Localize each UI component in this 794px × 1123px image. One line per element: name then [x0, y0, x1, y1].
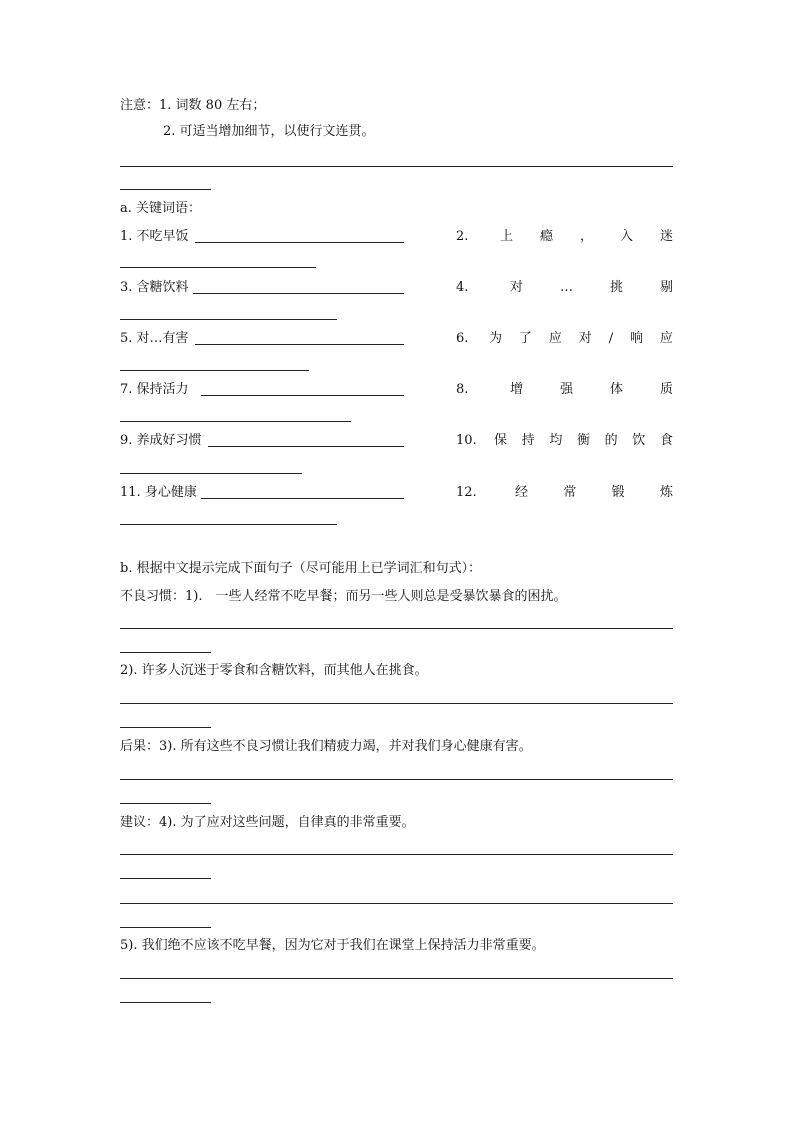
keyword-7 — [120, 382, 189, 398]
keyword-text: 身心健康 — [144, 485, 197, 500]
answer-line-short[interactable] — [120, 727, 211, 728]
answer-line[interactable] — [120, 628, 673, 629]
keyword-blank-1[interactable] — [195, 242, 404, 243]
keyword-num: 1. — [120, 229, 133, 244]
keyword-num-4: 4. — [456, 280, 469, 295]
keyword-6: 为 了 应 对 / 响 应 — [489, 331, 673, 346]
keyword-5 — [120, 331, 189, 347]
answer-line-short[interactable] — [120, 803, 211, 804]
keyword-num: 9. — [120, 433, 133, 448]
keyword-8: 增 强 体 质 — [510, 382, 673, 397]
keyword-3 — [120, 280, 189, 296]
keyword-text: 对…有害 — [136, 331, 189, 346]
keyword-num-12: 12. — [456, 485, 477, 500]
answer-line-short[interactable] — [120, 652, 211, 653]
keyword-num-2: 2. — [456, 229, 469, 244]
keyword-num: 3. — [120, 280, 133, 295]
answer-line[interactable] — [120, 978, 673, 979]
keyword-blank-11[interactable] — [201, 498, 404, 499]
keyword-blank-12[interactable] — [120, 524, 337, 525]
sentence-1: 不良习惯：1). 一些人经常不吃早餐；而另一些人则总是受暴饮暴食的困扰。 — [120, 589, 567, 604]
sentence-3: 后果：3). 所有这些不良习惯让我们精疲力竭，并对我们身心健康有害。 — [120, 739, 532, 754]
keyword-4: 对 … 挑 剔 — [510, 280, 673, 295]
keyword-num-6: 6. — [456, 331, 469, 346]
keyword-11 — [120, 485, 197, 501]
answer-line[interactable] — [120, 166, 673, 167]
keyword-num: 11. — [120, 485, 141, 500]
keyword-12: 经 常 锻 炼 — [515, 485, 673, 500]
keyword-blank-4[interactable] — [120, 319, 337, 320]
keyword-blank-5[interactable] — [195, 344, 404, 345]
answer-line[interactable] — [120, 779, 673, 780]
keyword-num-10: 10. — [456, 433, 477, 448]
answer-line[interactable] — [120, 854, 673, 855]
answer-line-short[interactable] — [120, 189, 211, 190]
keyword-blank-10[interactable] — [120, 473, 302, 474]
keyword-text: 含糖饮料 — [136, 280, 189, 295]
answer-line-short[interactable] — [120, 878, 211, 879]
keyword-blank-3[interactable] — [193, 293, 404, 294]
note-details: 2. 可适当增加细节，以使行文连贯。 — [163, 124, 375, 139]
keyword-9 — [120, 433, 202, 449]
sentence-2: 2). 许多人沉迷于零食和含糖饮料，而其他人在挑食。 — [120, 663, 428, 678]
keyword-num: 5. — [120, 331, 133, 346]
keyword-num-8: 8. — [456, 382, 469, 397]
keyword-text: 不吃早饭 — [136, 229, 189, 244]
section-b-title: b. 根据中文提示完成下面句子（尽可能用上已学词汇和句式）： — [120, 561, 482, 576]
answer-line-short[interactable] — [120, 927, 211, 928]
keyword-blank-6[interactable] — [120, 370, 309, 371]
answer-line-short[interactable] — [120, 1002, 211, 1003]
keyword-10: 保 持 均 衡 的 饮 食 — [494, 433, 673, 448]
note-word-count: 注意：1. 词数 80 左右； — [120, 98, 266, 113]
sentence-5: 5). 我们绝不应该不吃早餐，因为它对于我们在课堂上保持活力非常重要。 — [120, 938, 545, 953]
answer-line[interactable] — [120, 703, 673, 704]
keyword-num: 7. — [120, 382, 133, 397]
keyword-2: 上 瘾 ， 入 迷 — [500, 229, 673, 244]
keyword-1 — [120, 229, 189, 245]
keyword-text: 保持活力 — [136, 382, 189, 397]
keyword-blank-2[interactable] — [120, 267, 316, 268]
answer-line[interactable] — [120, 903, 673, 904]
sentence-4: 建议：4). 为了应对这些问题，自律真的非常重要。 — [120, 815, 415, 830]
section-a-title: a. 关键词语： — [120, 201, 202, 216]
keyword-blank-9[interactable] — [208, 446, 404, 447]
keyword-blank-7[interactable] — [201, 395, 404, 396]
keyword-blank-8[interactable] — [120, 421, 351, 422]
keyword-text: 养成好习惯 — [136, 433, 202, 448]
